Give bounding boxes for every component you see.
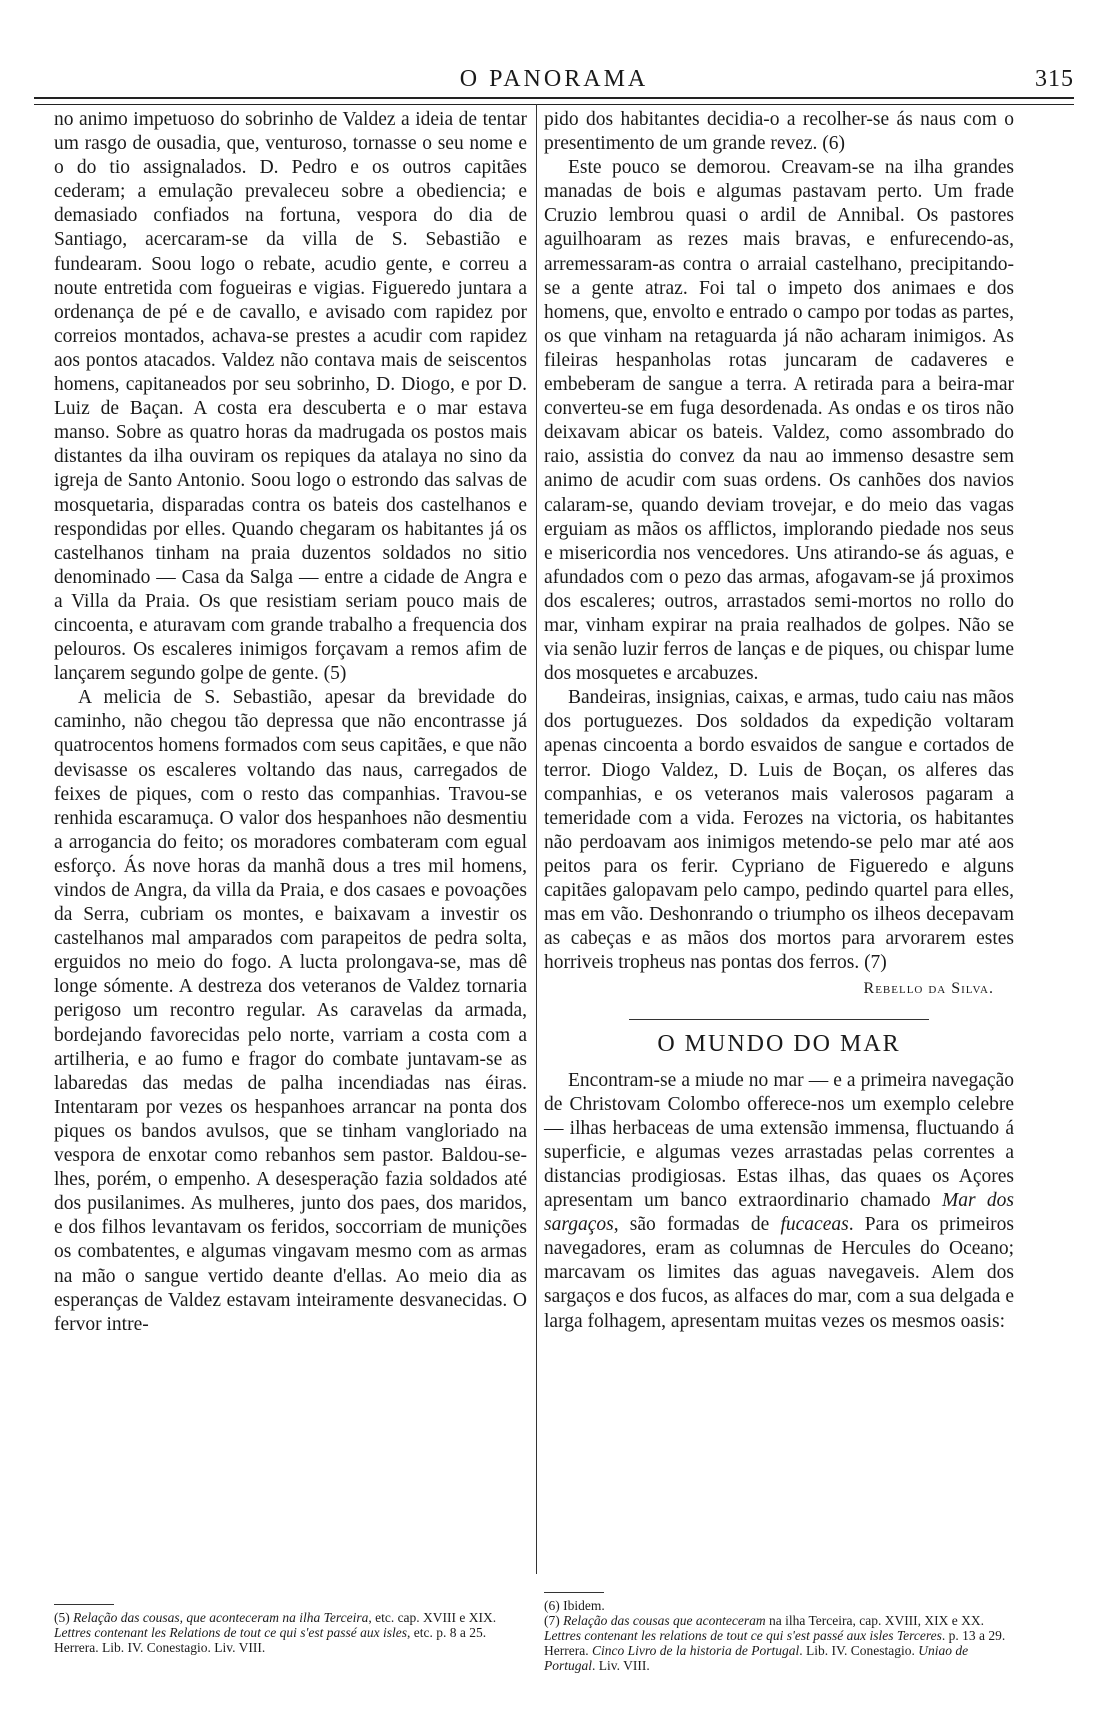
footnote-title: Lettres contenant les Relations de tout ce qui s'est passé aux isles	[54, 1625, 407, 1640]
paragraph: A melicia de S. Sebastião, apesar da brevidade do caminho, não chegou tão depressa que não encontrasse já quatrocentos homens formados com seus capitães, e que não devisasse os escaleres voltando das naus, carregados de feixes de piques, com o resto das companhias. Travou-se renhida escaramuça. O valor dos hespanhoes não desmentiu a arrogancia do feito; os moradores combateram com egual esforço. Ás nove horas da manhã dous a tres mil homens, vindos de Angra, da villa da Praia, e dos casaes e povoações da Serra, cubriam os montes, e baixavam a investir os castelhanos mal amparados com parapeitos de pedra solta, erguidos no meio do fogo. A lucta prolongava-se, mas dê longe sómente. A destreza dos veteranos de Valdez tornaria perigoso um recontro regular. As caravelas da armada, bordejando favorecidas pelo norte, varriam a costa com a artilheria, e ao fumo e fragor do combate juntavam-se as labaredas das medas de palha incendiadas nas éiras. Intentaram por vezes os hespanhoes arrancar na ponta dos piques os bandos avulsos, que se tinham vangloriado na vespora de enxotar como rebanhos sem pastor. Baldou-se-lhes, porém, o empenho. A desesperação fazia soldados até dos pusilanimes. As mulheres, junto dos paes, dos maridos, e dos filhos levantavam os feridos, soccorriam de munições os combatentes, e algumas vingavam mesmo com as armas na mão o sangue vertido deante d'ellas. Ao meio dia as esperanças de Valdez estavam inteiramente desvanecidas. O fervor intre-	[54, 687, 527, 1335]
text-run: na ilha Terceira, cap. XVIII, XIX e XX.	[765, 1613, 985, 1628]
paragraph: Bandeiras, insignias, caixas, e armas, tudo caiu nas mãos dos portuguezes. Dos soldados da expedição voltaram apenas cincoenta a bordo esvaidos de sangue e cortados de terror. Diogo Valdez, D. Luis de Boçan, os alferes das companhias, e os veteranos mais valerosos pagaram a temeridade com a vida. Ferozes na victoria, os habitantes não perdoavam aos inimigos metendo-se pelo mar até aos peitos para os ferir. Cypriano de Figueredo e alguns capitães galopavam pelo campo, pedindo quartel para elles, mas em vão. Deshonrando o triumpho os ilheos decepavam as cabeças e as mãos dos mortos para arvorarem estes horriveis tropheus nas pontas dos ferros. (7)	[544, 687, 1014, 974]
footnote-marker: (5)	[54, 1610, 74, 1625]
text-run: Encontram-se a miude no mar — e a primeira navegação de Christovam Colombo offerece-nos um exemplo celebre — ilhas herbaceas de uma extensão immensa, fluctuando á superficie, e algumas vezes arrastadas pelas correntes a distancias prodigiosas. Estas ilhas, das quaes os Açores apresentam um banco extraordinario chamado	[544, 1069, 1014, 1212]
text-run: , são formadas de	[613, 1214, 781, 1236]
footnote-6: (6) Ibidem.	[544, 1598, 605, 1613]
footnote-title: Relação das cousas, que aconteceram na ilha Terceira	[73, 1610, 369, 1625]
footnote-title: Relação das cousas que aconteceram	[563, 1613, 766, 1628]
footnote-title: Uniao de Portugal	[544, 1643, 969, 1673]
running-head	[34, 66, 1074, 96]
section-title: O MUNDO DO MAR	[657, 1031, 901, 1058]
footnotes-left	[54, 1610, 527, 1655]
text-run: . Liv. VIII.	[592, 1658, 650, 1673]
footnotes-right	[544, 1598, 1014, 1673]
left-column	[54, 108, 527, 1337]
paragraph: no animo impetuoso do sobrinho de Valdez a ideia de tentar um rasgo de ousadia, que, venturoso, tornasse o seu nome e o do tio assignalados. D. Pedro e os outros capitães cederam; a emulação prevaleceu sobre a obediencia; e demasiado confiados na fortuna, vespora do dia de Santiago, acercaram-se da villa de S. Sebastião e fundearam. Soou logo o rebate, acudio gente, e correu a noute entretida com fogueiras e vigias. Figueredo juntara a ordenança de pé e de cavallo, e avisado com rapidez por correios montados, achava-se prestes a acudir com rapidez aos pontos atacados. Valdez não contava mais de seiscentos homens, capitaneados por seu sobrinho, D. Diogo, e por D. Luiz de Baçan. A costa era descuberta e o mar estava manso. Sobre as quatro horas da madrugada os postos mais distantes da ilha ouviram os repiques da atalaya no sino da igreja de Santo Antonio. Soou logo o estrondo das salvas de mosquetaria, disparadas contra os bateis dos castelhanos e respondidas por elles. Quando chegaram os habitantes já os castelhanos tinham na praia duzentos soldados no sitio denominado — Casa da Salga — entre a cidade de Angra e a Villa da Praia. Os que resistiam seriam pouco mais de cincoenta, e aturavam com grande trabalho a frequencia dos pelouros. Os escaleres inimigos forçavam a remos afim de lançarem segundo golpe de gente. (5)	[54, 109, 527, 685]
footnote-rule	[544, 1592, 604, 1593]
paragraph: Este pouco se demorou. Creavam-se na ilha grandes manadas de bois e algumas pastavam perto. Um frade Cruzio lembrou quasi o ardil de Annibal. Os pastores aguilhoaram as rezes mais bravas, e enfurecendo-as, arremessaram-as contra o arraial castelhano, precipitando-se a gente atraz. Foi tal o impeto dos animaes e dos homens, que, envolto e entrado o campo por todas as partes, os que vinham na retaguarda já não acharam inimigos. As fileiras hespanholas rotas juncaram de cadaveres e embeberam de sangue a terra. A retirada para a beira-mar converteu-se em fuga desordenada. As ondas e os tiros não deixavam abicar os bateis. Valdez, como assombrado do raio, assistia do convez da nau ao immenso desastre sem animo de acudir com suas ordens. Os canhões dos navios calaram-se, quando deviam trovejar, e do meio das vagas erguiam as mãos os afflictos, implorando piedade nos seus e misericordia nos vencedores. Uns atirando-se ás aguas, e afundados com o pezo das armas, afogavam-se já proximos dos escaleres; outros, arrastados semi-mortos no rollo do mar, vinham expirar na praia realhados de golpes. Não se via senão luzir ferros de lanças e de piques, ou chispar lume dos mosquetes e arcabuzes.	[544, 157, 1014, 685]
author-signature: Rebello da Silva.	[863, 980, 994, 998]
text-run: . p. 13 a 29. Herrera.	[544, 1628, 1006, 1658]
page-title: O PANORAMA	[459, 66, 649, 92]
italic-term: fucaceas	[780, 1214, 849, 1236]
footnote-title: Cinco Livro de la historia de Portugal	[591, 1643, 800, 1658]
text-run: . Lib. IV. Conestagio.	[799, 1643, 919, 1658]
paragraph	[544, 1069, 1014, 1334]
text-run: , etc. cap. XVIII e XIX.	[368, 1610, 497, 1625]
text-run: . Para os primeiros navegadores, eram as columnas de Hercules do Oceano; marcavam os limites das aguas navegaveis. Alem dos sargaços e dos fucos, as alfaces do mar, com a sua delgada e larga folhagem, apresentam muitas vezes os mesmos oasis:	[544, 1214, 1014, 1332]
paragraph: pido dos habitantes decidia-o a recolher-se ás naus com o presentimento de um grande revez. (6)	[544, 109, 1014, 155]
right-column	[544, 108, 1014, 1334]
footnote-7	[544, 1613, 1014, 1673]
footnote-rule	[54, 1604, 114, 1605]
page-number: 315	[1035, 66, 1074, 92]
column-divider	[536, 104, 537, 1574]
text-run: , etc. p. 8 a 25. Herrera. Lib. IV. Conestagio. Liv. VIII.	[54, 1625, 487, 1655]
header-rule	[34, 97, 1074, 105]
footnote-marker: (7)	[544, 1613, 564, 1628]
footnote-title: Lettres contenant les relations de tout ce qui s'est passé aux isles Terceres	[544, 1628, 942, 1643]
section-divider	[629, 1019, 929, 1020]
italic-term: Mar dos sargaços	[544, 1190, 1014, 1236]
footnote-5	[54, 1610, 527, 1655]
